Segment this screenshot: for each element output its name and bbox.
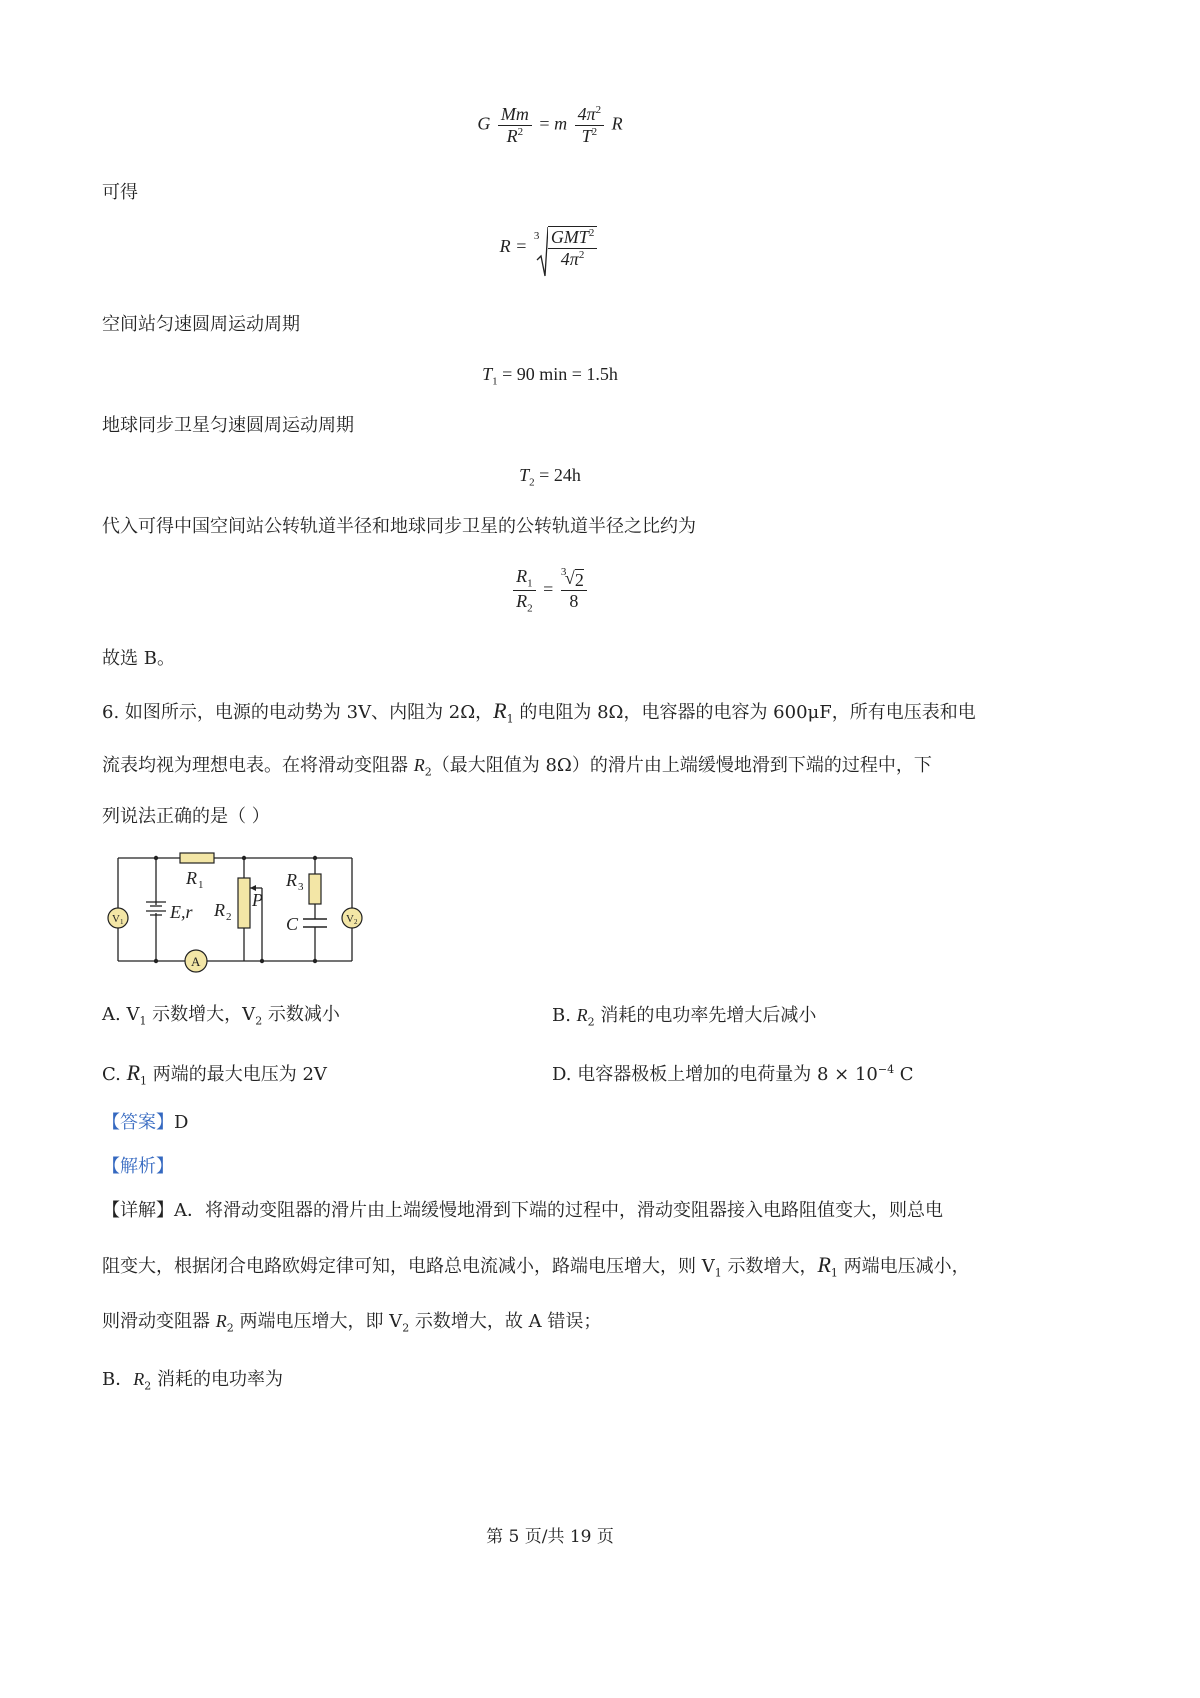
- eq-exponent: 2: [578, 248, 585, 261]
- meter-label: V: [346, 913, 354, 925]
- subscript: 2: [424, 765, 432, 779]
- option-d: [552, 1064, 914, 1084]
- detail-text: 两端电压增大，即 V: [233, 1311, 403, 1332]
- fraction: [575, 104, 605, 146]
- eq-text: T: [482, 364, 493, 384]
- eq-denominator: 8: [569, 591, 579, 612]
- fraction: [513, 566, 536, 615]
- eq-denominator: T: [581, 125, 592, 146]
- r2-subscript: 2: [226, 911, 232, 923]
- eq-denominator: R: [516, 591, 528, 612]
- option-text: C.: [102, 1064, 127, 1085]
- detail-text: 两端电压减小，: [837, 1256, 970, 1277]
- eq-exponent: 2: [595, 104, 602, 116]
- r2-label: R: [214, 900, 225, 920]
- meter-subscript: 1: [120, 918, 124, 926]
- eq-numerator: Mm: [498, 104, 532, 126]
- answer-label: 【答案】: [102, 1112, 174, 1133]
- symbol: R: [126, 1060, 141, 1085]
- root-index: 3: [560, 565, 567, 578]
- symbol: R: [413, 755, 425, 775]
- detail-text: 示数增大，: [721, 1256, 818, 1277]
- paragraph-text: 代入可得中国空间站公转轨道半径和地球同步卫星的公转轨道半径之比约为: [102, 516, 696, 537]
- detail-line-2: [102, 1254, 970, 1279]
- eq-text: R: [611, 113, 623, 134]
- eq-subscript: 1: [492, 375, 498, 388]
- t1-equation: [0, 364, 1100, 388]
- detail-line-4: [102, 1370, 283, 1392]
- subscript: 2: [255, 1014, 263, 1028]
- subscript: 1: [139, 1014, 147, 1028]
- eq-denominator: R: [506, 125, 518, 146]
- r1-label: R: [186, 868, 197, 888]
- paragraph-text: 可得: [102, 182, 138, 203]
- subscript: 1: [830, 1266, 838, 1280]
- wiper-p-label: P: [252, 890, 263, 910]
- meter-subscript: 2: [354, 918, 358, 926]
- r3-subscript: 3: [298, 881, 304, 893]
- eq-numerator: R: [516, 566, 528, 586]
- eq-subscript: 2: [529, 476, 535, 489]
- eq-text: T: [519, 465, 530, 485]
- detail-text: 阻变大，根据闭合电路欧姆定律可知，电路总电流减小，路端电压增大，则 V: [102, 1256, 715, 1277]
- eq-numerator: GMT: [550, 227, 589, 247]
- eq-text: G: [477, 113, 491, 134]
- symbol: R: [493, 698, 507, 723]
- question-6-line-2: [102, 756, 932, 778]
- ammeter-icon: [185, 950, 207, 972]
- subscript: 2: [144, 1379, 152, 1393]
- capacitor-icon: [303, 919, 327, 927]
- eq-text: m: [554, 113, 568, 134]
- superscript: −4: [877, 1063, 895, 1076]
- eq-numerator: 4π: [577, 104, 596, 124]
- eq-text: = 24h: [534, 465, 581, 485]
- question-6-line-1: [102, 700, 976, 725]
- symbol: R: [215, 1311, 227, 1331]
- gravity-equation: [0, 104, 1100, 146]
- option-text: A. V: [102, 1004, 140, 1025]
- circuit-diagram: [96, 848, 368, 974]
- question-text: 的电阻为 8Ω，电容器的电容为 600μF，所有电压表和电: [513, 702, 976, 723]
- subscript: 2: [587, 1015, 595, 1029]
- symbol: R: [817, 1252, 831, 1277]
- question-text: （最大阻值为 8Ω）的滑片由上端缓慢地滑到下端的过程中，下: [431, 755, 932, 776]
- eq-denominator: 4π: [560, 248, 579, 269]
- eq-exponent: 2: [517, 125, 524, 138]
- paragraph-text: 地球同步卫星匀速圆周运动周期: [102, 415, 354, 436]
- option-text: 消耗的电功率先增大后减小: [594, 1005, 817, 1026]
- resistor-r1-icon: [180, 853, 214, 863]
- option-text: B.: [552, 1005, 577, 1026]
- question-text: 6. 如图所示，电源的电动势为 3V、内阻为 2Ω，: [102, 702, 494, 723]
- subscript: 1: [506, 712, 514, 726]
- eq-sign: =: [539, 113, 550, 134]
- eq-subscript: 2: [527, 602, 533, 615]
- capacitor-c-label: C: [286, 914, 299, 934]
- answer-value: D: [174, 1112, 189, 1133]
- r1-subscript: 1: [198, 879, 204, 891]
- option-c: [102, 1062, 327, 1087]
- detail-text: B．: [102, 1369, 134, 1390]
- t2-equation: [0, 465, 1100, 489]
- option-value: 8 × 10: [816, 1064, 878, 1085]
- detail-text: 示数增大，故 A 错误；: [409, 1311, 602, 1332]
- option-text: C: [894, 1064, 914, 1085]
- subscript: 1: [714, 1266, 722, 1280]
- question-text: 流表均视为理想电表。在将滑动变阻器: [102, 755, 414, 776]
- emf-label: E,r: [170, 902, 193, 922]
- subscript: 2: [402, 1321, 410, 1335]
- fraction: [498, 104, 532, 146]
- paragraph-text: 故选 B。: [102, 648, 175, 669]
- subscript: 2: [226, 1321, 234, 1335]
- symbol: R: [133, 1369, 145, 1389]
- eq-text: R =: [499, 235, 528, 256]
- option-text: 两端的最大电压为 2V: [147, 1064, 327, 1085]
- detail-line-1: 【详解】A．将滑动变阻器的滑片由上端缓慢地滑到下端的过程中，滑动变阻器接入电路阻值变大，则总电: [102, 1200, 943, 1221]
- option-text: 示数减小: [262, 1004, 340, 1025]
- analysis-label: 【解析】: [102, 1156, 174, 1177]
- radical-sign-icon: [533, 226, 548, 278]
- meter-label: A: [191, 954, 201, 969]
- eq-numerator: 2: [574, 569, 584, 590]
- option-text: 示数增大，V: [146, 1004, 256, 1025]
- eq-subscript: 1: [527, 577, 533, 590]
- paragraph-text: 空间站匀速圆周运动周期: [102, 314, 300, 335]
- symbol: R: [576, 1005, 588, 1025]
- voltmeter-v2-icon: [342, 908, 362, 928]
- ratio-equation: [0, 566, 1100, 615]
- detail-line-3: [102, 1312, 601, 1334]
- eq-exponent: 2: [591, 125, 598, 138]
- voltmeter-v1-icon: [108, 908, 128, 928]
- page-footer: 第 5 页/共 19 页: [486, 1527, 614, 1547]
- fraction: [560, 565, 587, 612]
- eq-exponent: 2: [588, 227, 595, 239]
- r3-label: R: [286, 870, 297, 890]
- eq-text: = 90 min = 1.5h: [497, 364, 618, 384]
- option-b: [552, 1006, 816, 1028]
- cube-root: [532, 226, 601, 269]
- option-a: [102, 1006, 340, 1027]
- root-index: 3: [533, 230, 540, 242]
- eq-sign: =: [543, 578, 554, 599]
- detail-text: 消耗的电功率为: [151, 1369, 283, 1390]
- meter-label: V: [112, 913, 120, 925]
- subscript: 1: [140, 1074, 148, 1088]
- option-text: D. 电容器极板上增加的电荷量为: [552, 1064, 817, 1085]
- detail-text: 则滑动变阻器: [102, 1311, 216, 1332]
- fraction: [548, 226, 598, 269]
- resistor-r2-icon: [238, 878, 250, 928]
- question-6-line-3: 列说法正确的是（ ）: [102, 806, 270, 827]
- resistor-r3-icon: [309, 874, 321, 904]
- radical-sign-icon: √: [564, 567, 575, 588]
- answer-line: [102, 1114, 188, 1132]
- radius-equation: [0, 226, 1100, 269]
